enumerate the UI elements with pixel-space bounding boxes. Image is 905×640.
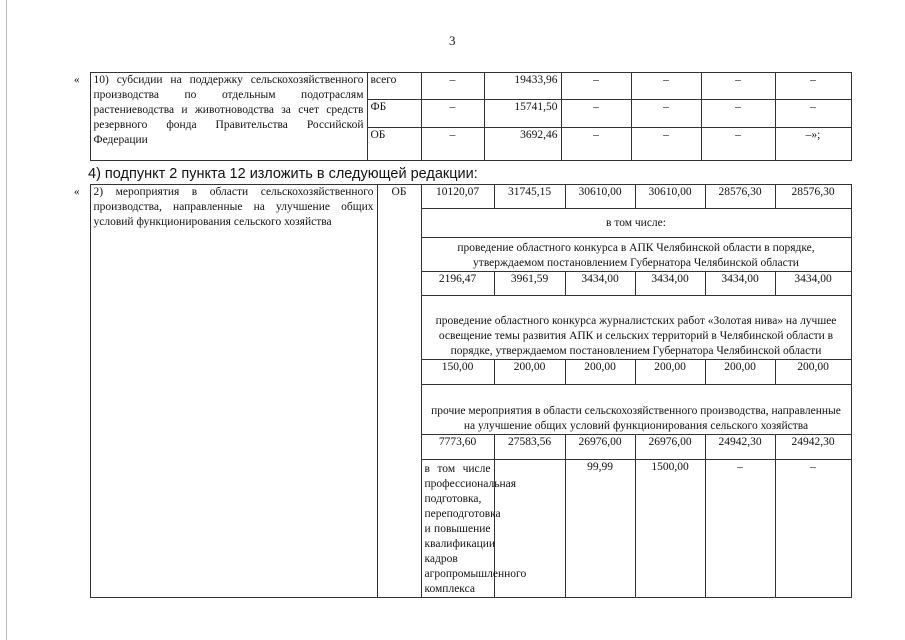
value-cell: – <box>421 73 484 100</box>
value-cell: 2196,47 <box>421 272 494 296</box>
opening-quote: « <box>73 185 80 198</box>
value-cell: – <box>421 100 484 128</box>
item-text: проведение областного конкурса в АПК Челябинской области в порядке, утверждаемом постановлением Губернатора Челябинской области <box>421 238 851 272</box>
value-cell: 1500,00 <box>635 460 705 598</box>
row-description: 2) мероприятия в области сельскохозяйственного производства, направленные на улучшение общих условий функционирования сельского хозяйства <box>90 185 377 598</box>
value-cell: 7773,60 <box>421 435 494 460</box>
measures-table <box>64 184 852 598</box>
value-cell: 31745,15 <box>494 185 565 209</box>
item-text: проведение областного конкурса журналистских работ «Золотая нива» на лучшее освещение темы развития АПК и сельских территорий в Челябинской области в порядке, утверждаемом постановлением Губернатора Челябинской области <box>421 296 851 360</box>
value-cell: 3434,00 <box>565 272 635 296</box>
value-cell: 24942,30 <box>775 435 851 460</box>
value-cell: 3434,00 <box>635 272 705 296</box>
sub-description: в том числе профессиональная подготовка, переподготовка и повышение квалификации кадров агропромышленного комплекса <box>421 460 494 598</box>
value-cell: – <box>631 128 701 161</box>
source-label: ОБ <box>377 185 421 598</box>
value-cell: 99,99 <box>565 460 635 598</box>
value-cell: 200,00 <box>565 360 635 385</box>
value-cell: 15741,50 <box>484 100 561 128</box>
value-cell: – <box>705 460 775 598</box>
source-label: всего <box>367 73 421 100</box>
value-cell: – <box>701 100 775 128</box>
value-cell: – <box>561 73 631 100</box>
value-cell: 200,00 <box>775 360 851 385</box>
value-cell: – <box>701 128 775 161</box>
value-cell: – <box>701 73 775 100</box>
table-row <box>64 185 851 209</box>
value-cell: – <box>775 100 851 128</box>
value-cell: 26976,00 <box>635 435 705 460</box>
value-cell: 200,00 <box>494 360 565 385</box>
value-cell: 28576,30 <box>775 185 851 209</box>
value-cell: 28576,30 <box>705 185 775 209</box>
value-cell: 19433,96 <box>484 73 561 100</box>
value-cell: 3961,59 <box>494 272 565 296</box>
subsidies-table <box>64 72 852 161</box>
item-text: прочие мероприятия в области сельскохозяйственного производства, направленные на улучшение общих условий функционирования сельского хозяйства <box>421 385 851 435</box>
value-cell: 3434,00 <box>775 272 851 296</box>
source-label: ОБ <box>367 128 421 161</box>
opening-quote: « <box>73 73 80 86</box>
value-cell: 30610,00 <box>565 185 635 209</box>
value-cell: –»; <box>775 128 851 161</box>
value-cell: – <box>775 73 851 100</box>
value-cell: – <box>561 128 631 161</box>
value-cell: 3434,00 <box>705 272 775 296</box>
row-description: 10) субсидии на поддержку сельскохозяйственного производства по отдельным подотраслям растениеводства и животноводства за счет средств резервного фонда Правительства Российской Федерации <box>90 73 367 161</box>
value-cell: – <box>561 100 631 128</box>
value-cell: – <box>631 73 701 100</box>
value-cell: 27583,56 <box>494 435 565 460</box>
value-cell: 200,00 <box>635 360 705 385</box>
value-cell: 26976,00 <box>565 435 635 460</box>
value-cell: 3692,46 <box>484 128 561 161</box>
value-cell: – <box>631 100 701 128</box>
value-cell: 150,00 <box>421 360 494 385</box>
amendment-instruction: 4) подпункт 2 пункта 12 изложить в следующей редакции: <box>88 166 478 182</box>
including-label: в том числе: <box>421 209 851 238</box>
table-row <box>64 73 851 100</box>
value-cell: – <box>421 128 484 161</box>
value-cell: 24942,30 <box>705 435 775 460</box>
scan-edge-line <box>6 0 7 640</box>
value-cell: 10120,07 <box>421 185 494 209</box>
source-label: ФБ <box>367 100 421 128</box>
page-number: 3 <box>449 33 456 48</box>
value-cell: 200,00 <box>705 360 775 385</box>
value-cell: 30610,00 <box>635 185 705 209</box>
value-cell: – <box>775 460 851 598</box>
